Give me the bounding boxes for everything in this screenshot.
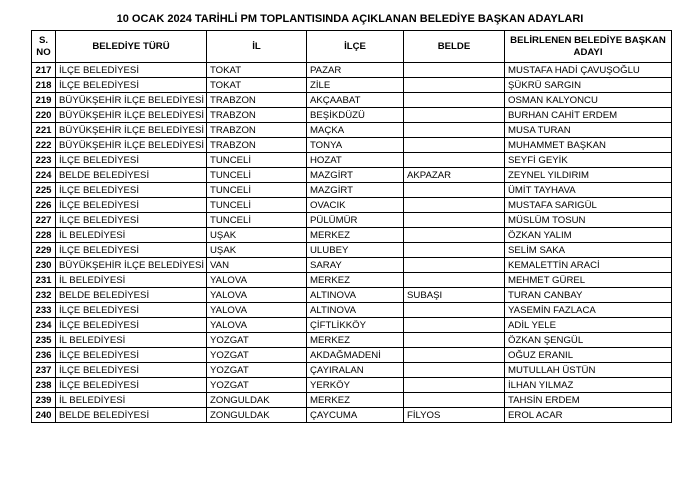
cell-ilce: OVACIK bbox=[307, 198, 404, 213]
cell-ilce: ALTINOVA bbox=[307, 303, 404, 318]
cell-no: 228 bbox=[32, 228, 56, 243]
cell-candidate: MEHMET GÜREL bbox=[505, 273, 672, 288]
table-row bbox=[32, 348, 672, 363]
cell-no: 217 bbox=[32, 63, 56, 78]
cell-no: 236 bbox=[32, 348, 56, 363]
table-row bbox=[32, 408, 672, 423]
cell-ilce: BEŞİKDÜZÜ bbox=[307, 108, 404, 123]
cell-belde bbox=[404, 108, 505, 123]
cell-il: TRABZON bbox=[207, 93, 307, 108]
table-row bbox=[32, 123, 672, 138]
table-row bbox=[32, 363, 672, 378]
cell-il: TUNCELİ bbox=[207, 153, 307, 168]
cell-candidate: OSMAN KALYONCU bbox=[505, 93, 672, 108]
cell-no: 238 bbox=[32, 378, 56, 393]
cell-no: 219 bbox=[32, 93, 56, 108]
cell-candidate: ADİL YELE bbox=[505, 318, 672, 333]
cell-belde bbox=[404, 63, 505, 78]
cell-ilce: HOZAT bbox=[307, 153, 404, 168]
cell-ilce: MERKEZ bbox=[307, 333, 404, 348]
cell-belde bbox=[404, 333, 505, 348]
cell-ilce: ZİLE bbox=[307, 78, 404, 93]
cell-il: VAN bbox=[207, 258, 307, 273]
cell-no: 224 bbox=[32, 168, 56, 183]
cell-type: BELDE BELEDİYESİ bbox=[56, 288, 207, 303]
cell-candidate: MUSA TURAN bbox=[505, 123, 672, 138]
table-row bbox=[32, 273, 672, 288]
cell-belde: SUBAŞI bbox=[404, 288, 505, 303]
cell-il: YOZGAT bbox=[207, 333, 307, 348]
table-row bbox=[32, 318, 672, 333]
cell-il: TRABZON bbox=[207, 108, 307, 123]
cell-no: 225 bbox=[32, 183, 56, 198]
table-row bbox=[32, 63, 672, 78]
cell-il: TUNCELİ bbox=[207, 198, 307, 213]
cell-type: BELDE BELEDİYESİ bbox=[56, 408, 207, 423]
header-belde: BELDE bbox=[404, 31, 505, 63]
table-row bbox=[32, 288, 672, 303]
cell-candidate: ÖZKAN YALIM bbox=[505, 228, 672, 243]
cell-il: YOZGAT bbox=[207, 378, 307, 393]
table-row bbox=[32, 228, 672, 243]
table-row bbox=[32, 153, 672, 168]
cell-il: TUNCELİ bbox=[207, 213, 307, 228]
cell-belde bbox=[404, 378, 505, 393]
cell-no: 234 bbox=[32, 318, 56, 333]
cell-belde bbox=[404, 393, 505, 408]
header-il: İL bbox=[207, 31, 307, 63]
cell-type: İLÇE BELEDİYESİ bbox=[56, 303, 207, 318]
cell-no: 240 bbox=[32, 408, 56, 423]
header-no: S. NO bbox=[32, 31, 56, 63]
cell-ilce: MERKEZ bbox=[307, 273, 404, 288]
cell-ilce: MERKEZ bbox=[307, 228, 404, 243]
cell-type: BÜYÜKŞEHİR İLÇE BELEDİYESİ bbox=[56, 258, 207, 273]
cell-type: BÜYÜKŞEHİR İLÇE BELEDİYESİ bbox=[56, 138, 207, 153]
cell-il: TRABZON bbox=[207, 138, 307, 153]
cell-type: İLÇE BELEDİYESİ bbox=[56, 198, 207, 213]
cell-candidate: ÜMİT TAYHAVA bbox=[505, 183, 672, 198]
cell-il: ZONGULDAK bbox=[207, 393, 307, 408]
cell-il: TRABZON bbox=[207, 123, 307, 138]
cell-candidate: YASEMİN FAZLACA bbox=[505, 303, 672, 318]
cell-ilce: ÇAYIRALAN bbox=[307, 363, 404, 378]
cell-candidate: OĞUZ ERANIL bbox=[505, 348, 672, 363]
cell-type: İL BELEDİYESİ bbox=[56, 228, 207, 243]
cell-candidate: ŞÜKRÜ SARGIN bbox=[505, 78, 672, 93]
cell-type: İLÇE BELEDİYESİ bbox=[56, 78, 207, 93]
cell-type: İL BELEDİYESİ bbox=[56, 273, 207, 288]
cell-il: TUNCELİ bbox=[207, 183, 307, 198]
cell-type: BÜYÜKŞEHİR İLÇE BELEDİYESİ bbox=[56, 108, 207, 123]
cell-no: 218 bbox=[32, 78, 56, 93]
cell-il: YALOVA bbox=[207, 303, 307, 318]
table-row bbox=[32, 168, 672, 183]
cell-no: 233 bbox=[32, 303, 56, 318]
cell-type: BÜYÜKŞEHİR İLÇE BELEDİYESİ bbox=[56, 93, 207, 108]
cell-belde: FİLYOS bbox=[404, 408, 505, 423]
cell-type: BELDE BELEDİYESİ bbox=[56, 168, 207, 183]
cell-belde bbox=[404, 93, 505, 108]
cell-belde bbox=[404, 213, 505, 228]
cell-candidate: ZEYNEL YILDIRIM bbox=[505, 168, 672, 183]
cell-candidate: MUSTAFA SARIGÜL bbox=[505, 198, 672, 213]
cell-candidate: MÜSLÜM TOSUN bbox=[505, 213, 672, 228]
cell-candidate: SELİM SAKA bbox=[505, 243, 672, 258]
cell-no: 232 bbox=[32, 288, 56, 303]
cell-type: İLÇE BELEDİYESİ bbox=[56, 363, 207, 378]
table-row bbox=[32, 258, 672, 273]
table-row bbox=[32, 138, 672, 153]
table-row bbox=[32, 333, 672, 348]
header-candidate: BELİRLENEN BELEDİYE BAŞKAN ADAYI bbox=[505, 31, 672, 63]
cell-no: 220 bbox=[32, 108, 56, 123]
cell-il: UŞAK bbox=[207, 228, 307, 243]
cell-ilce: MAZGİRT bbox=[307, 183, 404, 198]
cell-ilce: TONYA bbox=[307, 138, 404, 153]
cell-belde bbox=[404, 363, 505, 378]
cell-belde bbox=[404, 138, 505, 153]
cell-candidate: TAHSİN ERDEM bbox=[505, 393, 672, 408]
cell-candidate: İLHAN YILMAZ bbox=[505, 378, 672, 393]
cell-candidate: MUHAMMET BAŞKAN bbox=[505, 138, 672, 153]
cell-no: 229 bbox=[32, 243, 56, 258]
cell-il: TOKAT bbox=[207, 78, 307, 93]
cell-il: YOZGAT bbox=[207, 348, 307, 363]
candidates-table bbox=[31, 30, 672, 423]
cell-belde bbox=[404, 123, 505, 138]
cell-type: İLÇE BELEDİYESİ bbox=[56, 318, 207, 333]
header-type: BELEDİYE TÜRÜ bbox=[56, 31, 207, 63]
cell-belde bbox=[404, 273, 505, 288]
cell-type: İL BELEDİYESİ bbox=[56, 333, 207, 348]
table-header-row bbox=[32, 31, 672, 63]
table-row bbox=[32, 243, 672, 258]
cell-candidate: ÖZKAN ŞENGÜL bbox=[505, 333, 672, 348]
document-title: 10 OCAK 2024 TARİHLİ PM TOPLANTISINDA AÇIKLANAN BELEDİYE BAŞKAN ADAYLARI bbox=[116, 13, 584, 25]
cell-type: İLÇE BELEDİYESİ bbox=[56, 153, 207, 168]
cell-belde bbox=[404, 183, 505, 198]
table-row bbox=[32, 78, 672, 93]
cell-ilce: YERKÖY bbox=[307, 378, 404, 393]
cell-candidate: TURAN CANBAY bbox=[505, 288, 672, 303]
cell-candidate: KEMALETTİN ARACİ bbox=[505, 258, 672, 273]
table-row bbox=[32, 303, 672, 318]
cell-belde bbox=[404, 243, 505, 258]
cell-ilce: MAZGİRT bbox=[307, 168, 404, 183]
cell-no: 239 bbox=[32, 393, 56, 408]
cell-no: 237 bbox=[32, 363, 56, 378]
cell-type: İL BELEDİYESİ bbox=[56, 393, 207, 408]
cell-no: 230 bbox=[32, 258, 56, 273]
cell-belde bbox=[404, 78, 505, 93]
table-row bbox=[32, 378, 672, 393]
cell-no: 226 bbox=[32, 198, 56, 213]
cell-il: YALOVA bbox=[207, 318, 307, 333]
cell-type: İLÇE BELEDİYESİ bbox=[56, 213, 207, 228]
cell-no: 231 bbox=[32, 273, 56, 288]
cell-no: 227 bbox=[32, 213, 56, 228]
cell-candidate: BURHAN CAHİT ERDEM bbox=[505, 108, 672, 123]
cell-no: 223 bbox=[32, 153, 56, 168]
cell-il: TOKAT bbox=[207, 63, 307, 78]
cell-type: İLÇE BELEDİYESİ bbox=[56, 243, 207, 258]
table-row bbox=[32, 183, 672, 198]
cell-ilce: ÇİFTLİKKÖY bbox=[307, 318, 404, 333]
cell-ilce: SARAY bbox=[307, 258, 404, 273]
cell-belde bbox=[404, 318, 505, 333]
cell-candidate: MUSTAFA HADİ ÇAVUŞOĞLU bbox=[505, 63, 672, 78]
cell-candidate: MUTULLAH ÜSTÜN bbox=[505, 363, 672, 378]
cell-ilce: AKÇAABAT bbox=[307, 93, 404, 108]
cell-ilce: ALTINOVA bbox=[307, 288, 404, 303]
cell-type: İLÇE BELEDİYESİ bbox=[56, 63, 207, 78]
cell-il: YOZGAT bbox=[207, 363, 307, 378]
table-row bbox=[32, 393, 672, 408]
cell-belde bbox=[404, 303, 505, 318]
cell-il: ZONGULDAK bbox=[207, 408, 307, 423]
cell-il: UŞAK bbox=[207, 243, 307, 258]
table-row bbox=[32, 213, 672, 228]
cell-ilce: ULUBEY bbox=[307, 243, 404, 258]
cell-candidate: EROL ACAR bbox=[505, 408, 672, 423]
cell-belde bbox=[404, 258, 505, 273]
cell-belde bbox=[404, 198, 505, 213]
cell-type: BÜYÜKŞEHİR İLÇE BELEDİYESİ bbox=[56, 123, 207, 138]
cell-belde bbox=[404, 348, 505, 363]
cell-belde bbox=[404, 153, 505, 168]
cell-ilce: PAZAR bbox=[307, 63, 404, 78]
cell-ilce: AKDAĞMADENİ bbox=[307, 348, 404, 363]
cell-type: İLÇE BELEDİYESİ bbox=[56, 348, 207, 363]
cell-no: 221 bbox=[32, 123, 56, 138]
cell-il: YALOVA bbox=[207, 288, 307, 303]
table-row bbox=[32, 108, 672, 123]
cell-il: TUNCELİ bbox=[207, 168, 307, 183]
cell-candidate: SEYFİ GEYİK bbox=[505, 153, 672, 168]
cell-belde: AKPAZAR bbox=[404, 168, 505, 183]
cell-no: 222 bbox=[32, 138, 56, 153]
cell-ilce: ÇAYCUMA bbox=[307, 408, 404, 423]
table-row bbox=[32, 93, 672, 108]
cell-ilce: MERKEZ bbox=[307, 393, 404, 408]
cell-no: 235 bbox=[32, 333, 56, 348]
cell-belde bbox=[404, 228, 505, 243]
table-row bbox=[32, 198, 672, 213]
cell-type: İLÇE BELEDİYESİ bbox=[56, 183, 207, 198]
cell-ilce: MAÇKA bbox=[307, 123, 404, 138]
cell-ilce: PÜLÜMÜR bbox=[307, 213, 404, 228]
header-ilce: İLÇE bbox=[307, 31, 404, 63]
cell-type: İLÇE BELEDİYESİ bbox=[56, 378, 207, 393]
cell-il: YALOVA bbox=[207, 273, 307, 288]
